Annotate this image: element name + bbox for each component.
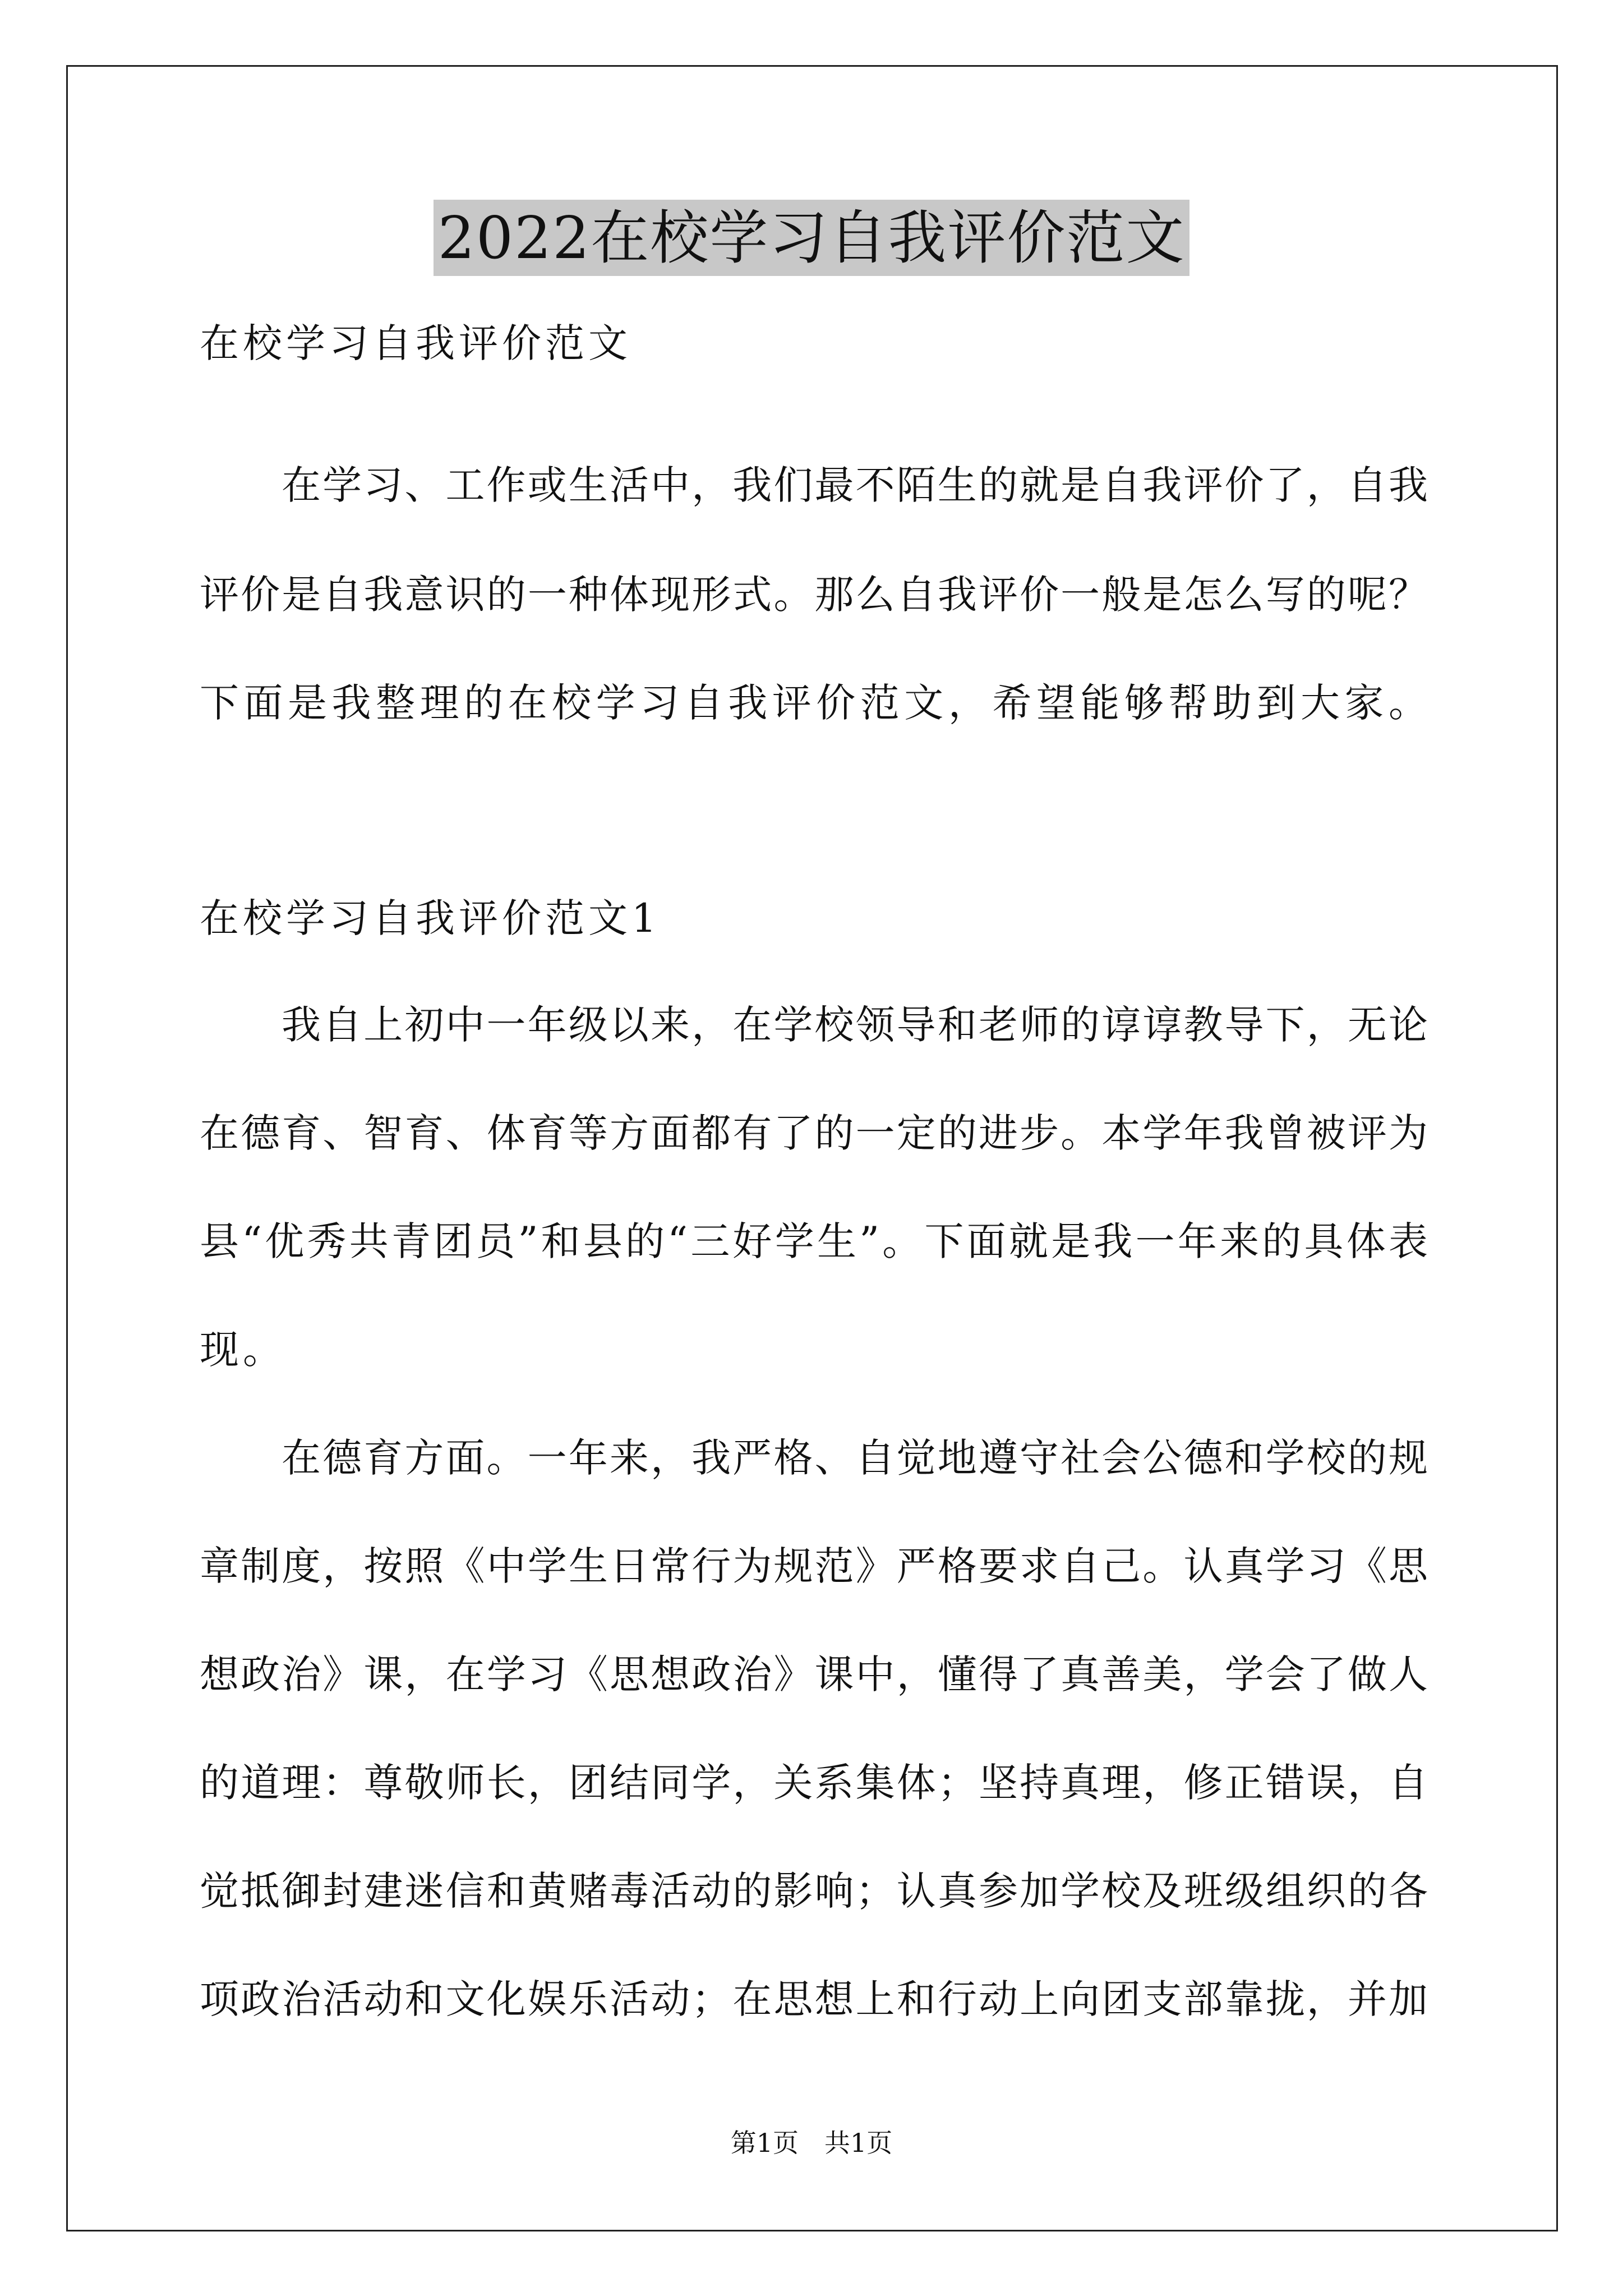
section-heading: 在校学习自我评价范文 xyxy=(200,320,631,366)
paragraph-line: 下面是我整理的在校学习自我评价范文，希望能够帮助到大家。 xyxy=(200,680,1428,726)
section-heading: 在校学习自我评价范文1 xyxy=(200,895,661,941)
paragraph-line: 在德育方面。一年来，我严格、自觉地遵守社会公德和学校的规 xyxy=(282,1435,1428,1481)
paragraph-line: 章制度，按照《中学生日常行为规范》严格要求自己。认真学习《思 xyxy=(200,1543,1428,1589)
paragraph-line: 评价是自我意识的一种体现形式。那么自我评价一般是怎么写的呢？ xyxy=(200,572,1428,618)
title-container xyxy=(0,200,1623,276)
paragraph-line: 想政治》课，在学习《思想政治》课中，懂得了真善美，学会了做人 xyxy=(200,1651,1428,1697)
paragraph-line: 县“优秀共青团员”和县的“三好学生”。下面就是我一年来的具体表 xyxy=(200,1218,1428,1264)
page-footer: 第1页 共1页 xyxy=(730,2128,893,2158)
paragraph-line: 觉抵御封建迷信和黄赌毒活动的影响；认真参加学校及班级组织的各 xyxy=(200,1868,1428,1914)
paragraph-line: 现。 xyxy=(200,1327,286,1373)
paragraph-line: 我自上初中一年级以来，在学校领导和老师的谆谆教导下，无论 xyxy=(282,1002,1428,1048)
paragraph-line: 的道理：尊敬师长，团结同学，关系集体；坚持真理，修正错误，自 xyxy=(200,1760,1428,1806)
paragraph-line: 项政治活动和文化娱乐活动；在思想上和行动上向团支部靠拢，并加 xyxy=(200,1976,1428,2022)
paragraph-line: 在德育、智育、体育等方面都有了的一定的进步。本学年我曾被评为 xyxy=(200,1110,1428,1156)
document-title: 2022在校学习自我评价范文 xyxy=(434,200,1190,276)
paragraph-line: 在学习、工作或生活中，我们最不陌生的就是自我评价了，自我 xyxy=(282,462,1428,508)
